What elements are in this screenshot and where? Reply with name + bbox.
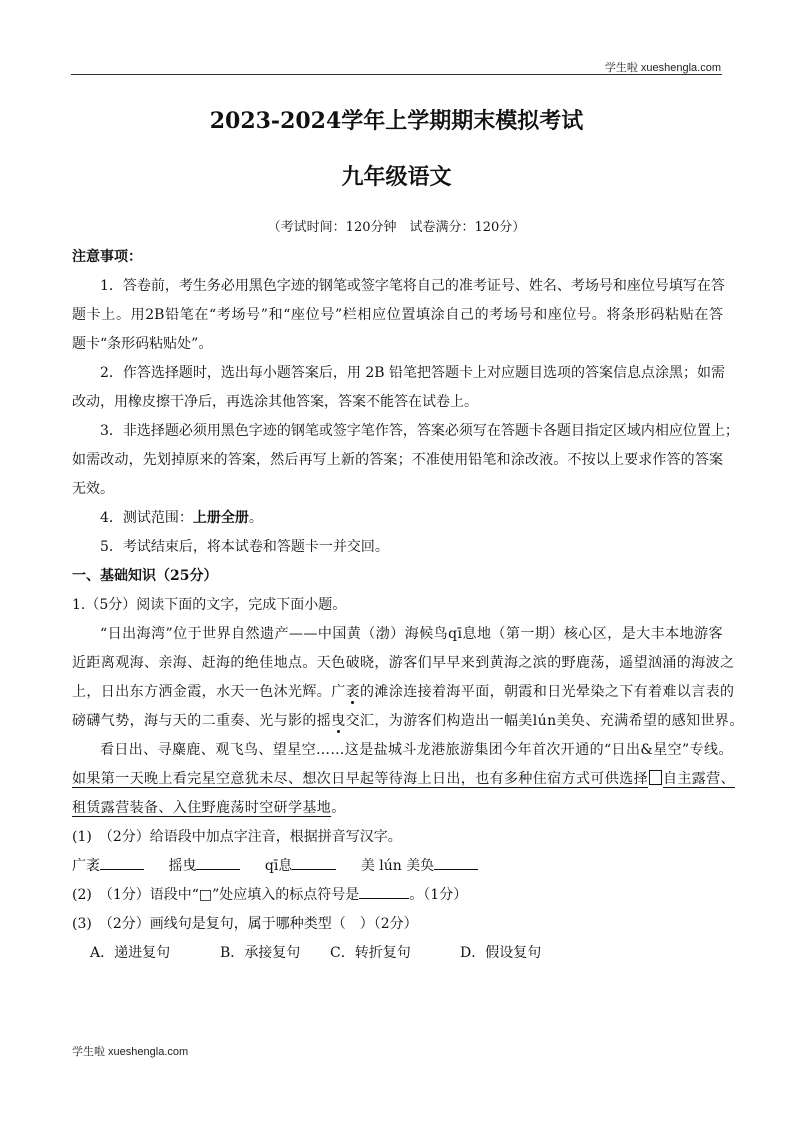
notice-heading: 注意事项： (72, 249, 142, 265)
passage-line-3-b: 的滩涂连接着海平面，朝霞和日光晕染之下有着难以言表的 (360, 684, 735, 700)
fill-item-3-label: qī息 (264, 858, 293, 874)
passage-line-4-b: 交汇，为游客们构造出一幅美lún美奂、充满希望的感知世界。 (345, 713, 744, 729)
fill-item-2 (168, 858, 260, 874)
answer-blank-1[interactable] (100, 855, 144, 870)
footer-site: 学生啦 xueshengla.com (72, 1046, 189, 1058)
sub-question-2-post: 。（1分） (409, 887, 468, 903)
answer-blank-4[interactable] (434, 855, 478, 870)
notice-item-1-line-3: 题卡“条形码粘贴处”。 (72, 336, 213, 352)
option-b[interactable]: B．承接复句 (220, 945, 301, 961)
option-a[interactable]: A．递进复句 (90, 945, 171, 961)
page-content (72, 243, 744, 968)
notice-item-4-suffix: 。 (248, 510, 263, 526)
passage-line-4-a: 磅礴气势，海与天的二重奏、光与影的摇 (72, 713, 332, 729)
header-site: 学生啦 xueshengla.com (604, 62, 721, 74)
sub-question-1-stem: (1) （2分）给语段中加点字注音，根据拼音写汉字。 (72, 829, 402, 845)
answer-blank-2[interactable] (196, 855, 240, 870)
passage-line-3-a: 上，日出东方洒金霞，水天一色沐光辉。广 (72, 684, 346, 700)
notice-item-3-line-1: 3．非选择题必须用黑色字迹的钢笔或签字笔作答，答案必须写在答题卡各题目指定区域内相应位置上； (100, 423, 739, 439)
notice-item-3-line-3: 无效。 (72, 481, 114, 497)
fill-item-1 (72, 858, 164, 874)
passage-line-7 (72, 794, 723, 823)
section-heading: 一、基础知识（25分） (72, 568, 218, 584)
notice-item-5: 5．考试结束后，将本试卷和答题卡一并交回。 (100, 539, 389, 555)
passage-line-7-underlined: 租赁露营装备、入住野鹿荡时空研学基地 (72, 800, 332, 816)
notice-item-3-line-2: 如需改动，先划掉原来的答案，然后再写上新的答案；不准使用铅笔和涂改液。不按以上要求作答的答案 (72, 452, 723, 468)
answer-blank-5[interactable] (359, 884, 409, 899)
passage-line-1: “日出海湾”位于世界自然遗产——中国黄（渤）海候鸟qī息地（第一期）核心区，是大丰本地游客 (100, 626, 723, 642)
dotted-char-ye: 曳 (331, 713, 346, 729)
passage-line-5: 看日出、寻麋鹿、观飞鸟、望星空……这是盐城斗龙港旅游集团今年首次开通的“日出&星空”专线。 (100, 742, 733, 758)
notice-item-2-line-1: 2．作答选择题时，选出每小题答案后，用 2B 铅笔把答题卡上对应题目选项的答案信息点涂黑；如需 (100, 365, 726, 381)
notice-item-4-scope: 上册全册 (192, 510, 249, 526)
sub-question-3-options (72, 939, 723, 968)
notice-item-1-line-1: 1．答卷前，考生务必用黑色字迹的钢笔或签字笔将自己的准考证号、姓名、考场号和座位号填写在答 (100, 278, 725, 294)
fill-item-4 (361, 858, 498, 874)
passage-line-7-end: 。 (331, 800, 346, 816)
sub-question-3-stem: (3) （2分）画线句是复句，属于哪种类型（ ）（2分） (72, 916, 418, 932)
option-d[interactable]: D．假设复句 (460, 945, 542, 961)
fill-item-3 (265, 858, 356, 874)
question-1-stem: 1.（5分）阅读下面的文字，完成下面小题。 (72, 597, 347, 613)
notice-item-2-line-2: 改动，用橡皮擦干净后，再选涂其他答案，答案不能答在试卷上。 (72, 394, 478, 410)
sub-question-2-pre: (2) （1分）语段中“□”处应填入的标点符号是 (72, 887, 360, 903)
notice-item-4-prefix: 4．测试范围： (100, 510, 193, 526)
passage-line-6-a: 如果第一天晚上看完星空意犹未尽、想次日早起等待海上日出，也有多种住宿方式可供选择 (72, 771, 648, 787)
fill-item-4-label: 美 lún 美奂 (360, 858, 435, 874)
passage-line-2: 近距离观海、亲海、赶海的绝佳地点。天色破晓，游客们早早来到黄海之滨的野鹿荡，遥望汹涌的海波之 (72, 655, 735, 671)
dotted-char-mao: 袤 (345, 684, 361, 700)
exam-title: 2023-2024学年上学期期末模拟考试 (209, 108, 584, 134)
exam-meta: （考试时间：120分钟 试卷满分：120分） (267, 220, 526, 235)
passage-line-6 (72, 765, 735, 794)
option-c[interactable]: C．转折复句 (330, 945, 411, 961)
exam-subtitle: 九年级语文 (341, 164, 452, 190)
header-divider (71, 74, 722, 75)
fill-item-2-label: 摇曳 (168, 858, 197, 874)
notice-item-4 (72, 504, 723, 533)
passage-line-4 (72, 707, 744, 736)
punctuation-box (649, 770, 662, 785)
sub-question-1-fill (72, 852, 723, 881)
passage-line-3 (72, 678, 735, 707)
fill-item-1-label: 广袤 (72, 858, 100, 874)
notice-item-1-line-2: 题卡上。用2B铅笔在“考场号”和“座位号”栏相应位置填涂自己的考场号和座位号。将条形码粘贴在答 (72, 307, 723, 323)
sub-question-2 (72, 881, 723, 910)
answer-blank-3[interactable] (292, 855, 336, 870)
passage-line-6-b: 自主露营、 (663, 771, 735, 787)
